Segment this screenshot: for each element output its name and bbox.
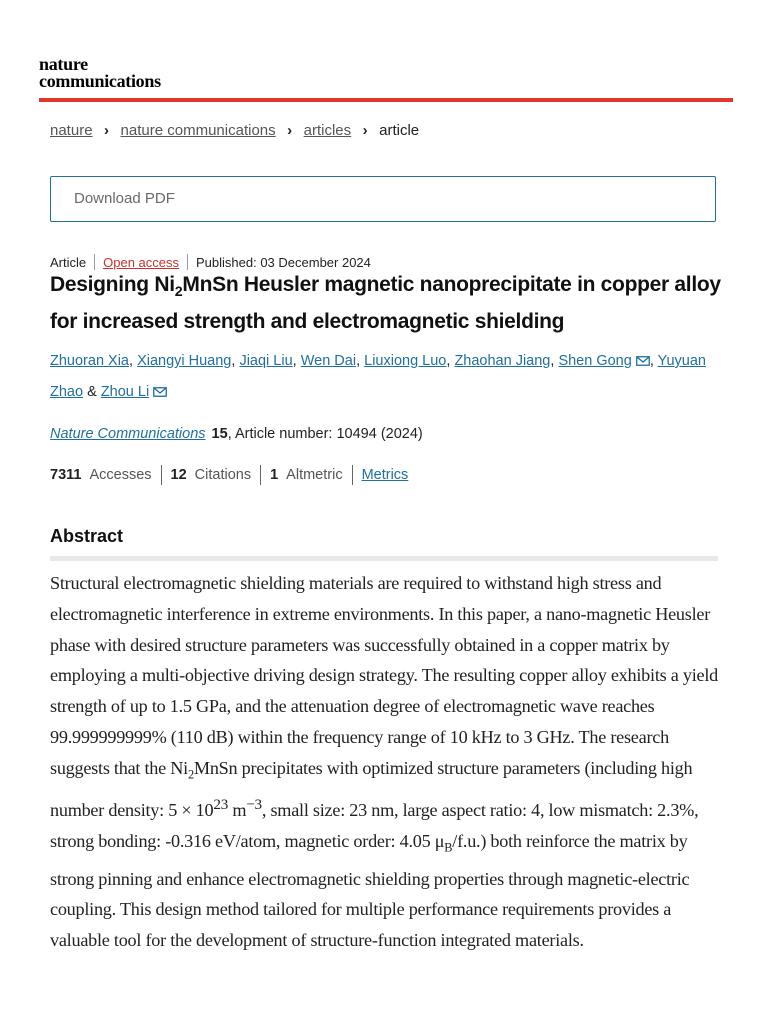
metrics-link[interactable]: Metrics <box>361 467 409 483</box>
author-link[interactable]: Zhaohan Jiang <box>454 353 551 369</box>
abstract-text <box>50 568 722 956</box>
divider <box>161 465 162 485</box>
abstract-heading: Abstract <box>50 526 124 546</box>
volume: 15 <box>211 426 228 442</box>
accesses-label: Accesses <box>89 467 152 483</box>
author-separator: , <box>550 353 559 369</box>
abstract-segment: /f.u.) both reinforce the matrix by strong pinning and enhance electromagnetic shielding properties through magnetic-electric coupling. This design method tailored for multiple performance requirements provides a valuable tool for the development of structure-function integrated materials. <box>50 831 690 951</box>
altmetric-label: Altmetric <box>286 467 343 483</box>
download-pdf-button[interactable] <box>50 176 716 222</box>
abstract-divider <box>50 556 718 561</box>
author-link[interactable]: Jiaqi Liu <box>239 353 293 369</box>
logo-line-2: communications <box>39 71 161 91</box>
author-link[interactable]: Shen Gong <box>558 353 632 369</box>
author-link[interactable]: Zhuoran Xia <box>50 353 129 369</box>
author-separator: , <box>356 353 365 369</box>
article-number: , Article number: 10494 (2024) <box>227 426 423 442</box>
divider <box>260 465 261 485</box>
altmetric-count: 1 <box>270 467 279 483</box>
accesses-count: 7311 <box>50 467 82 483</box>
abstract-subscript: B <box>444 840 453 855</box>
abstract-segment: Structural electromagnetic shielding materials are required to withstand high stress and electromagnetic interference in extreme environments. In this paper, a nano-magnetic Heusler phase with desired structure parameters was successfully obtained in a copper matrix by employing a multi-objective driving design strategy. The resulting copper alloy exhibits a yield strength of up to 1.5 GPa, and the attenuation degree of electromagnetic wave reaches 99.999999999% (110 dB) within the frequency range of 10 kHz to 3 GHz. The research suggests that the Ni <box>50 573 718 778</box>
article-type: Article <box>50 254 87 270</box>
abstract-subscript: 2 <box>187 767 194 782</box>
author-separator: , <box>292 353 301 369</box>
title-part-2: MnSn Heusler magnetic nanoprecipitate in copper alloy for increased strength and electromagnetic shielding <box>50 273 721 334</box>
abstract-segment: m <box>228 800 247 821</box>
divider <box>352 465 353 485</box>
author-and: & <box>83 384 101 400</box>
journal-link[interactable]: Nature Communications <box>50 426 206 442</box>
citations-count: 12 <box>170 467 187 483</box>
download-pdf-label: Download PDF <box>74 190 175 207</box>
title-subscript: 2 <box>174 284 183 301</box>
title-part-1: Designing Ni <box>50 273 175 296</box>
article-metrics <box>50 465 408 485</box>
author-separator: , <box>231 353 240 369</box>
abstract-segment: MnSn precipitates with optimized structure parameters (including high number density: 5 × 10 <box>50 757 693 821</box>
divider <box>94 254 95 270</box>
citations-label: Citations <box>194 467 252 483</box>
breadcrumb-articles[interactable]: articles <box>303 122 352 139</box>
open-access-link[interactable]: Open access <box>103 254 179 270</box>
author-separator: , <box>649 353 658 369</box>
breadcrumb-nature[interactable]: nature <box>50 122 93 139</box>
author-link[interactable]: Wen Dai <box>300 353 357 369</box>
article-title <box>50 270 730 337</box>
author-list <box>50 346 720 408</box>
author-link[interactable]: Zhou Li <box>100 384 150 400</box>
journal-logo[interactable] <box>39 56 161 90</box>
article-meta <box>50 254 371 270</box>
header-accent-bar <box>39 98 733 102</box>
divider <box>187 254 188 270</box>
breadcrumb <box>50 122 419 139</box>
author-link[interactable]: Xiangyi Huang <box>137 353 232 369</box>
breadcrumb-current: article <box>379 122 420 139</box>
author-separator: , <box>446 353 455 369</box>
chevron-right-icon: › <box>362 122 368 139</box>
author-link[interactable]: Yuyuan Zhao <box>50 353 706 400</box>
author-link[interactable]: Liuxiong Luo <box>364 353 447 369</box>
published-date: Published: 03 December 2024 <box>196 254 371 270</box>
abstract-superscript: −3 <box>246 796 262 814</box>
chevron-right-icon: › <box>104 122 110 139</box>
logo-line-1: nature <box>39 54 88 74</box>
chevron-right-icon: › <box>287 122 293 139</box>
mail-icon[interactable] <box>153 387 167 397</box>
author-separator: , <box>129 353 138 369</box>
mail-icon[interactable] <box>636 356 650 366</box>
abstract-segment: , small size: 23 nm, large aspect ratio: 4, low mismatch: 2.3%, strong bonding: -0.316 eV/atom, magnetic order: 4.05 μ <box>50 800 699 852</box>
citation-line <box>50 426 423 442</box>
abstract-superscript: 23 <box>213 796 229 814</box>
breadcrumb-nature-communications[interactable]: nature communications <box>120 122 276 139</box>
